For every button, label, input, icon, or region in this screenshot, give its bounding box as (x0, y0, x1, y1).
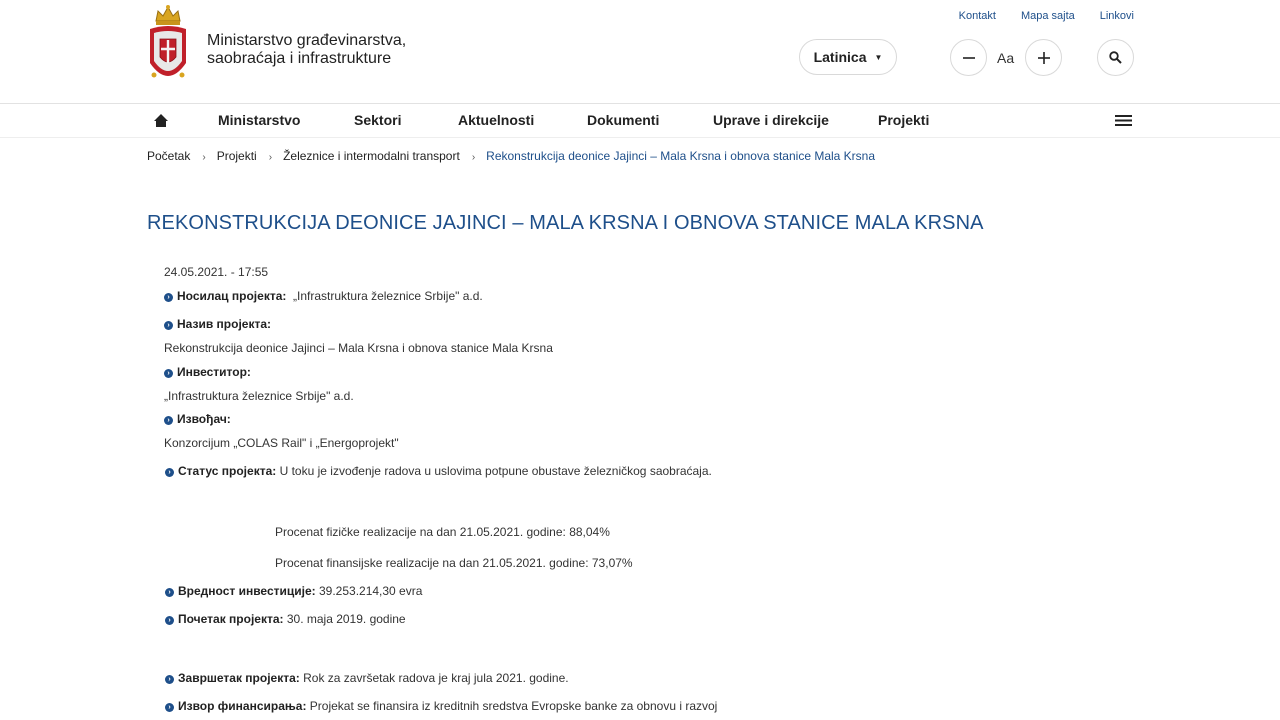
investor-value: „Infrastruktura železnice Srbije" a.d. (164, 389, 354, 403)
status-label: Статус пројекта: (178, 464, 277, 478)
bullet-arrow-icon: › (165, 588, 174, 597)
breadcrumb-item-projekti[interactable]: Projekti (216, 149, 257, 163)
end-label: Завршетак пројекта: (178, 671, 300, 685)
funding-value: Projekat se finansira iz kreditnih sredstva Evropske banke za obnovu i razvoj (309, 699, 718, 713)
bullet-arrow-icon: › (164, 321, 173, 330)
top-link-kontakt[interactable]: Kontakt (958, 10, 996, 22)
caret-down-icon: ▼ (874, 52, 883, 62)
hamburger-menu-icon[interactable] (1115, 113, 1132, 128)
bullet-arrow-icon: › (165, 468, 174, 477)
nav-item-projekti[interactable]: Projekti (878, 112, 930, 128)
search-icon (1109, 51, 1122, 64)
start-label: Почетак пројекта: (178, 612, 284, 626)
start-row (165, 612, 406, 627)
end-row (165, 671, 569, 686)
breadcrumb-item-pocetak[interactable]: Početak (147, 149, 191, 163)
font-size-label: Aa (997, 50, 1015, 66)
nav-item-dokumenti[interactable]: Dokumenti (587, 112, 660, 128)
search-button[interactable] (1097, 39, 1134, 76)
funding-label: Извор финансирања: (178, 699, 307, 713)
script-select-value: Latinica (813, 49, 867, 65)
top-links (959, 10, 1134, 22)
article-date: 24.05.2021. - 17:55 (164, 265, 269, 279)
name-value: Rekonstrukcija deonice Jajinci – Mala Krsna i obnova stanice Mala Krsna (164, 341, 553, 355)
funding-row (165, 699, 717, 714)
physical-progress: Procenat fizičke realizacije na dan 21.05.2021. godine: 88,04% (275, 525, 610, 539)
end-value: Rok za završetak radova je kraj jula 2021. godine. (303, 671, 569, 685)
script-select[interactable] (799, 39, 897, 75)
top-link-mapa-sajta[interactable]: Mapa sajta (1020, 10, 1075, 22)
value-value: 39.253.214,30 evra (318, 584, 423, 598)
status-row (165, 464, 712, 479)
main-navigation (0, 104, 1280, 138)
ministry-name-line2: saobraćaja i infrastrukture (207, 50, 392, 67)
value-row (165, 584, 422, 599)
holder-value: „Infrastruktura železnice Srbije" a.d. (293, 289, 483, 303)
nav-item-sektori[interactable]: Sektori (354, 112, 402, 128)
font-increase-button[interactable] (1025, 39, 1062, 76)
investor-row (164, 365, 251, 380)
bullet-arrow-icon: › (165, 616, 174, 625)
site-logo[interactable] (146, 3, 190, 89)
nav-item-ministarstvo[interactable]: Ministarstvo (218, 112, 301, 128)
holder-label: Носилац пројекта: (177, 289, 287, 303)
home-icon[interactable] (153, 113, 169, 129)
breadcrumb (147, 149, 875, 163)
contractor-value: Konzorcijum „COLAS Rail" i „Energoprojekt" (164, 436, 399, 450)
top-link-linkovi[interactable]: Linkovi (1099, 10, 1134, 22)
investor-label: Инвеститор: (177, 365, 251, 379)
plus-icon (1038, 52, 1050, 64)
nav-item-uprave-i-direkcije[interactable]: Uprave i direkcije (713, 112, 829, 128)
name-row (164, 317, 271, 332)
font-decrease-button[interactable] (950, 39, 987, 76)
breadcrumb-item-zeleznice[interactable]: Železnice i intermodalni transport (283, 149, 460, 163)
name-label: Назив пројекта: (177, 317, 272, 331)
ministry-name[interactable] (207, 32, 406, 68)
financial-progress: Procenat finansijske realizacije na dan 21.05.2021. godine: 73,07% (275, 556, 633, 570)
ministry-name-line1: Ministarstvo građevinarstva, (207, 32, 407, 49)
page-title: REKONSTRUKCIJA DEONICE JAJINCI – MALA KRSNA I OBNOVA STANICE MALA KRSNA (147, 212, 984, 234)
chevron-right-icon: › (202, 152, 206, 163)
chevron-right-icon: › (268, 152, 273, 163)
start-value: 30. maja 2019. godine (286, 612, 406, 626)
breadcrumb-current: Rekonstrukcija deonice Jajinci – Mala Krsna i obnova stanice Mala Krsna (486, 149, 876, 163)
contractor-row (164, 412, 231, 427)
status-value: U toku je izvođenje radova u uslovima potpune obustave železničkog saobraćaja. (279, 464, 712, 478)
bullet-arrow-icon: › (164, 293, 173, 302)
bullet-arrow-icon: › (165, 675, 174, 684)
nav-item-aktuelnosti[interactable]: Aktuelnosti (458, 112, 535, 128)
contractor-label: Извођач: (177, 412, 231, 426)
bullet-arrow-icon: › (165, 703, 174, 712)
value-label: Вредност инвестиције: (178, 584, 316, 598)
holder-row (164, 289, 483, 304)
chevron-right-icon: › (471, 152, 476, 163)
bullet-arrow-icon: › (164, 416, 173, 425)
minus-icon (963, 52, 975, 64)
bullet-arrow-icon: › (164, 369, 173, 378)
